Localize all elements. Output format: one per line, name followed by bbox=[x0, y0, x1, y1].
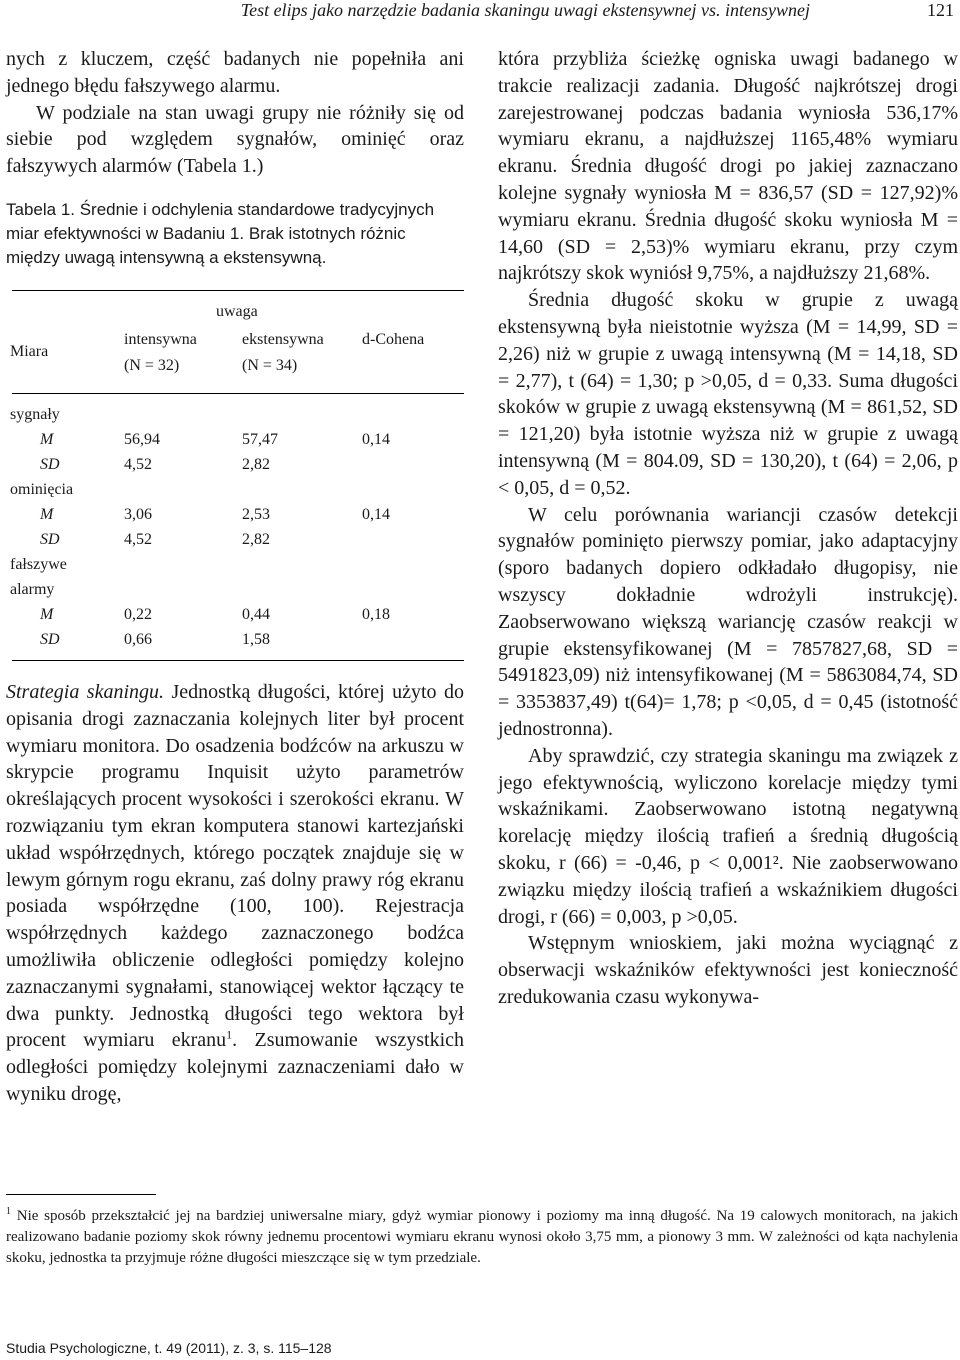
table-header-row bbox=[6, 327, 464, 360]
cell-cohen: 0,18 bbox=[362, 605, 390, 623]
table-row bbox=[6, 552, 464, 577]
footnote-number: 1 bbox=[6, 1206, 11, 1217]
cell-intensive: 56,94 bbox=[124, 430, 160, 448]
table-bottom-rule bbox=[12, 660, 464, 661]
cell-intensive: 0,66 bbox=[124, 630, 152, 648]
cell-extensive: 57,47 bbox=[242, 430, 278, 448]
table-row bbox=[6, 477, 464, 502]
paragraph: W podziale na stan uwagi grupy nie różniły się od siebie pod względem sygnałów, ominięć oraz fałszywych alarmów (Tabela 1.) bbox=[6, 101, 464, 178]
table-caption: Tabela 1. Średnie i odchylenia standardowe tradycyjnych miar efektywności w Badaniu 1. Brak istotnych różnic między uwagą intensywną a ekstensywną. bbox=[6, 199, 435, 267]
cell-intensive: 4,52 bbox=[124, 455, 152, 473]
row-group-label: sygnały bbox=[10, 405, 60, 423]
table-header-row-n bbox=[6, 353, 464, 393]
table-row bbox=[6, 602, 464, 627]
results-table bbox=[6, 290, 464, 661]
column-header-extensive: ekstensywna bbox=[242, 330, 324, 348]
footnote-rule bbox=[6, 1194, 156, 1195]
footnote-ref: 1 bbox=[226, 1027, 233, 1042]
cell-extensive: 2,82 bbox=[242, 530, 270, 548]
table-row bbox=[6, 452, 464, 477]
cell-intensive: 3,06 bbox=[124, 505, 152, 523]
row-group-label: fałszywe bbox=[10, 555, 67, 573]
table-row bbox=[6, 527, 464, 552]
row-stat-label: M bbox=[40, 430, 54, 448]
table-body bbox=[6, 402, 464, 652]
paragraph-strategy bbox=[6, 679, 464, 1108]
paragraph: Średnia długość skoku w grupie z uwagą ekstensywną była nieistotnie wyższa (M = 14,99, SD = 2,26) niż w grupie z uwagą intensywną (M = 14,18, SD = 2,77), t (64) = 1,30; p >0,05, d = 0,33. Suma długości skoków w grupie z uwagą ekstensywną (M = 861,52, SD = 121,20) była istotnie wyższa niż w grupie z uwagą intensywną (M = 804.09, SD = 130,20), t (64) = 2,06, p < 0,05, d = 0,52. bbox=[498, 289, 958, 499]
table-row bbox=[6, 577, 464, 602]
row-group-label: ominięcia bbox=[10, 480, 74, 498]
table-row bbox=[6, 627, 464, 652]
left-column bbox=[6, 46, 464, 1108]
table-row bbox=[6, 402, 464, 427]
journal-citation: Studia Psychologiczne, t. 49 (2011), z. 3, s. 115–128 bbox=[6, 1340, 332, 1356]
paragraph: W celu porównania wariancji czasów detekcji sygnałów pominięto pierwszy pomiar, jako adaptacyjny (sporo badanych dopiero odkładało długopisy, nie wszyscy dokładnie wdrożyli instrukcję). Zaobserwowano większą wariancję czasów reakcji w grupie ekstensyfikowanej (M = 7857827,68, SD = 5491823,09) niż intensyfikowanej (M = 5863084,74, SD = 3353837,49) t(64)= 1,78; p <0,05, d = 0,45 (istotność jednostronna). bbox=[498, 503, 958, 740]
cell-intensive: 4,52 bbox=[124, 530, 152, 548]
footnote-text: Nie sposób przekształcić jej na bardziej uniwersalne miary, gdyż wymiar pionowy i poziomy ma inną długość. Na 19 calowych monitorach, na jakich realizowano badanie poziomy skok równy jednemu procentowi wymiaru ekranu wynosi około 3,75 mm, a pionowy 3 mm. W zależności od kąta nachylenia skoku, jednostka ta przyjmuje różne długości mieszczące się w tym przedziale. bbox=[6, 1208, 958, 1266]
row-group-label: alarmy bbox=[10, 580, 55, 598]
column-header-measure: Miara bbox=[10, 342, 49, 360]
page-number: 121 bbox=[927, 0, 954, 20]
table-row bbox=[6, 502, 464, 527]
footnote bbox=[6, 1206, 958, 1269]
strategy-text: Jednostką długości, której użyto do opisania drogi zaznaczania kolejnych liter był procent wymiaru monitora. Do osadzenia bodźców na arkuszu w skrypcie programu Inquisit użyto parametrów określających procent wysokości i szerokości ekranu. W rozwiązaniu tym ekran komputera stanowi kartezjański układ współrzędnych, którego początek znajduje się w lewym górnym rogu ekranu, zaś dolny prawy róg ekranu posiada współrzędne (100, 100). Rejestracja współrzędnych każdego zaznaczonego bodźca umożliwiła obliczenie odległości pomiędzy kolejno zaznaczanymi sygnałami, stanowiącej wektor łączący te dwa punkty. Jednostką długości tego wektora był procent wymiaru ekranu bbox=[6, 680, 464, 1052]
running-title: Test elips jako narzędzie badania skaningu uwagi ekstensywnej vs. intensywnej bbox=[240, 0, 810, 20]
cell-extensive: 1,58 bbox=[242, 630, 270, 648]
running-header bbox=[0, 0, 960, 26]
column-header-cohen: d-Cohena bbox=[362, 330, 425, 348]
column-header-extensive-n: (N = 34) bbox=[242, 356, 298, 374]
cell-extensive: 2,82 bbox=[242, 455, 270, 473]
paragraph: która przybliża ścieżkę ogniska uwagi badanego w trakcie realizacji zadania. Długość najkrótszej drogi zarejestrowanej podczas badania wyniosła 536,17% wymiaru ekranu, a najdłuższej 1165,48% wymiaru ekranu. Średnia długość drogi po jakiej zaznaczano kolejne sygnały wyniosła M = 836,57 (SD = 127,92)% wymiaru ekranu. Średnia długość skoku wyniosła M = 14,60 (SD = 2,53)% wymiaru ekranu, przy czym najkrótszy skok wyniósł 9,75%, a najdłuższy 21,68%. bbox=[498, 48, 958, 285]
strategy-text-end: . Zsumowanie wszystkich odległości pomiędzy kolejnymi zaznaczeniami dało w wyniku drogę, bbox=[6, 1029, 465, 1105]
cell-extensive: 2,53 bbox=[242, 505, 270, 523]
paragraph: Aby sprawdzić, czy strategia skaningu ma związek z jego efektywnością, wyliczono korelacje między tymi wskaźnikami. Zaobserwowano istotną negatywną korelację między ilością trafień a średnią długością skoku, r (66) = -0,46, p < 0,001². Nie zaobserwowano związku między ilością trafień a wskaźnikiem długości drogi, r (66) = 0,003, p >0,05. bbox=[498, 744, 958, 928]
cell-cohen: 0,14 bbox=[362, 505, 390, 523]
row-stat-label: SD bbox=[40, 630, 60, 648]
paragraph: nych z kluczem, część badanych nie popełniła ani jednego błędu fałszywego alarmu. bbox=[6, 48, 464, 97]
column-header-intensive-n: (N = 32) bbox=[124, 356, 180, 374]
paragraph: Wstępnym wnioskiem, jaki można wyciągnąć z obserwacji wskaźników efektywności jest konieczność zredukowania czasu wykonywa- bbox=[498, 932, 958, 1008]
column-header-intensive: intensywna bbox=[124, 330, 197, 348]
section-heading-strategy: Strategia skaningu. bbox=[6, 680, 164, 703]
table-group-header-row bbox=[6, 291, 464, 327]
cell-cohen: 0,14 bbox=[362, 430, 390, 448]
row-stat-label: M bbox=[40, 505, 54, 523]
table-row bbox=[6, 427, 464, 452]
row-stat-label: SD bbox=[40, 455, 60, 473]
cell-extensive: 0,44 bbox=[242, 605, 270, 623]
row-stat-label: M bbox=[40, 605, 54, 623]
cell-intensive: 0,22 bbox=[124, 605, 152, 623]
right-column bbox=[498, 46, 958, 1011]
table-group-header: uwaga bbox=[216, 302, 258, 320]
row-stat-label: SD bbox=[40, 530, 60, 548]
